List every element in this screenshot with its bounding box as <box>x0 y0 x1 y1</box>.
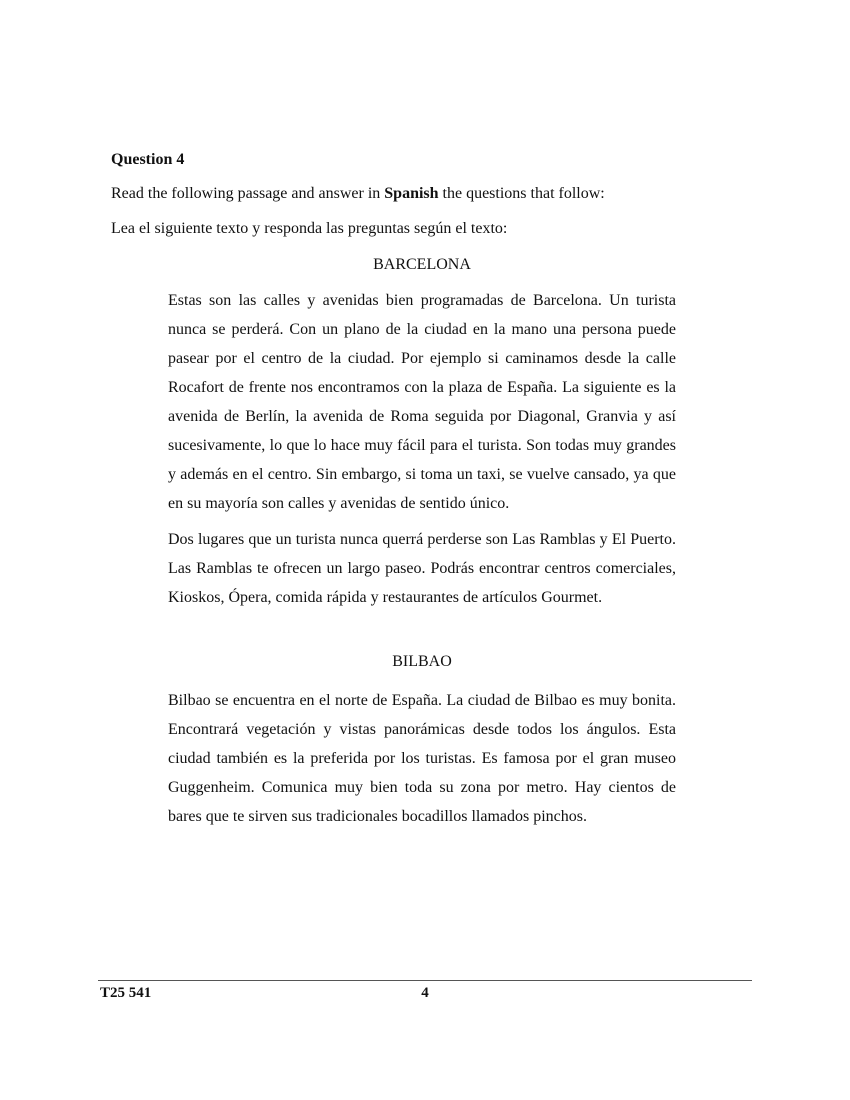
question-title: Question 4 <box>111 151 185 168</box>
section-heading-bilbao: BILBAO <box>392 653 452 670</box>
section-heading-barcelona: BARCELONA <box>373 256 471 273</box>
instruction-english-end: the questions that follow: <box>438 185 605 202</box>
instruction-english-start: Read the following passage and answer in <box>111 185 385 202</box>
footer-divider <box>98 980 752 981</box>
bilbao-paragraph-1: Bilbao se encuentra en el norte de España. La ciudad de Bilbao es muy bonita. Encontrará vegetación y vistas panorámicas desde todos los ángulos. Esta ciudad también es la preferida por los turistas. Es famosa por el gran museo Guggenheim. Comunica muy bien toda su zona por metro. Hay cientos de bares que te sirven sus tradicionales bocadillos llamados pinchos. <box>168 692 676 825</box>
instruction-english-language: Spanish <box>384 185 439 202</box>
instruction-spanish: Lea el siguiente texto y responda las preguntas según el texto: <box>111 220 508 237</box>
page-number: 4 <box>421 985 429 1001</box>
exam-code: T25 541 <box>100 985 152 1001</box>
barcelona-paragraph-2: Dos lugares que un turista nunca querrá perderse son Las Ramblas y El Puerto. Las Ramblas te ofrecen un largo paseo. Podrás encontrar centros comerciales, Kioskos, Ópera, comida rápida y restaurantes de artículos Gourmet. <box>168 531 676 606</box>
instruction-english <box>111 184 605 204</box>
barcelona-paragraph-1: Estas son las calles y avenidas bien programadas de Barcelona. Un turista nunca se perderá. Con un plano de la ciudad en la mano una persona puede pasear por el centro de la ciudad. Por ejemplo si caminamos desde la calle Rocafort de frente nos encontramos con la plaza de España. La siguiente es la avenida de Berlín, la avenida de Roma seguida por Diagonal, Granvia y así sucesivamente, lo que lo hace muy fácil para el turista. Son todas muy grandes y además en el centro. Sin embargo, si toma un taxi, se vuelve cansado, ya que en su mayoría son calles y avenidas de sentido único. <box>168 292 676 512</box>
